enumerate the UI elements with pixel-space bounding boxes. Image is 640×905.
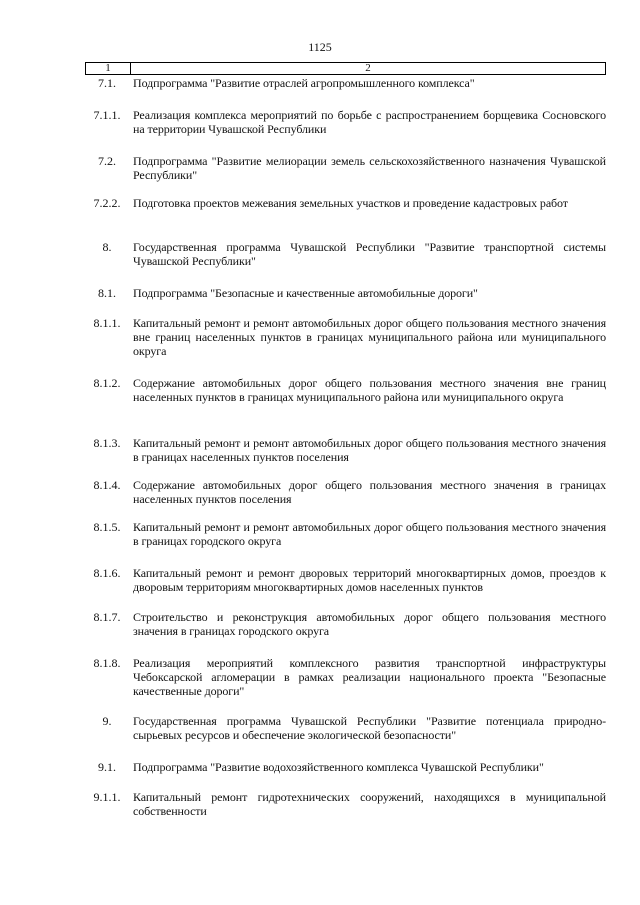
- table-row: [85, 610, 606, 638]
- table-row: [85, 76, 606, 90]
- row-text: Строительство и реконструкция автомобильных дорог общего пользования местного значения в границах городского округа: [133, 610, 606, 638]
- row-text: Реализация комплекса мероприятий по борьбе с распространением борщевика Сосновского на территории Чувашской Республики: [133, 108, 606, 136]
- table-header-col1: 1: [86, 63, 131, 74]
- table-row: [85, 520, 606, 548]
- row-text: Капитальный ремонт и ремонт дворовых территорий многоквартирных домов, проездов к дворовым территориям многоквартирных домов населенных пунктов: [133, 566, 606, 594]
- row-number: 7.2.2.: [93, 196, 121, 210]
- row-text: Государственная программа Чувашской Республики "Развитие потенциала природно-сырьевых ресурсов и обеспечение экологической безопасности": [133, 714, 606, 742]
- row-number: 7.1.: [98, 76, 116, 90]
- table-row: [85, 566, 606, 594]
- row-number: 8.1.: [98, 286, 116, 300]
- row-text: Реализация мероприятий комплексного развития транспортной инфраструктуры Чебоксарской агломерации в рамках реализации национального проекта "Безопасные качественные дороги": [133, 656, 606, 698]
- row-number: 8.1.5.: [93, 520, 121, 534]
- row-number: 9.1.1.: [93, 790, 121, 804]
- row-number: 7.1.1.: [93, 108, 121, 122]
- row-text: Содержание автомобильных дорог общего пользования местного значения вне границ населенных пунктов в границах муниципального района или муниципального округа: [133, 376, 606, 404]
- table-header-row: [85, 62, 606, 75]
- row-text: Содержание автомобильных дорог общего пользования местного значения в границах населенных пунктов поселения: [133, 478, 606, 506]
- row-text: Капитальный ремонт и ремонт автомобильных дорог общего пользования местного значения в границах городского округа: [133, 520, 606, 548]
- page-number: 1125: [308, 40, 332, 54]
- table-row: [85, 478, 606, 506]
- table-header-col2: 2: [365, 62, 371, 74]
- row-number: 8.1.3.: [93, 436, 121, 450]
- row-number: 8.: [102, 240, 112, 254]
- row-number: 9.: [102, 714, 112, 728]
- row-text: Капитальный ремонт и ремонт автомобильных дорог общего пользования местного значения вне границ населенных пунктов в границах муниципального района или муниципального округа: [133, 316, 606, 358]
- table-row: [85, 108, 606, 136]
- table-row: [85, 316, 606, 358]
- row-number: 8.1.7.: [93, 610, 121, 624]
- row-number: 8.1.1.: [93, 316, 121, 330]
- table-row: [85, 714, 606, 742]
- row-number: 8.1.6.: [93, 566, 121, 580]
- row-text: Подпрограмма "Развитие отраслей агропромышленного комплекса": [133, 76, 475, 90]
- row-text: Подпрограмма "Развитие водохозяйственного комплекса Чувашской Республики": [133, 760, 544, 774]
- table-row: [85, 656, 606, 698]
- row-text: Подпрограмма "Безопасные и качественные автомобильные дороги": [133, 286, 478, 300]
- row-number: 8.1.4.: [93, 478, 121, 492]
- table-row: [85, 436, 606, 464]
- row-number: 7.2.: [98, 154, 116, 168]
- row-text: Капитальный ремонт гидротехнических сооружений, находящихся в муниципальной собственности: [133, 790, 606, 818]
- row-number: 9.1.: [98, 760, 116, 774]
- row-text: Подготовка проектов межевания земельных участков и проведение кадастровых работ: [133, 196, 568, 210]
- table-row: [85, 376, 606, 404]
- table-row: [85, 196, 606, 210]
- table-row: [85, 760, 606, 774]
- row-number: 8.1.8.: [93, 656, 121, 670]
- table-row: [85, 790, 606, 818]
- table-row: [85, 154, 606, 182]
- row-text: Подпрограмма "Развитие мелиорации земель сельскохозяйственного назначения Чувашской Республики": [133, 154, 606, 182]
- row-text: Капитальный ремонт и ремонт автомобильных дорог общего пользования местного значения в границах населенных пунктов поселения: [133, 436, 606, 464]
- row-number: 8.1.2.: [93, 376, 121, 390]
- table-row: [85, 286, 606, 300]
- row-text: Государственная программа Чувашской Республики "Развитие транспортной системы Чувашской Республики": [133, 240, 606, 268]
- table-row: [85, 240, 606, 268]
